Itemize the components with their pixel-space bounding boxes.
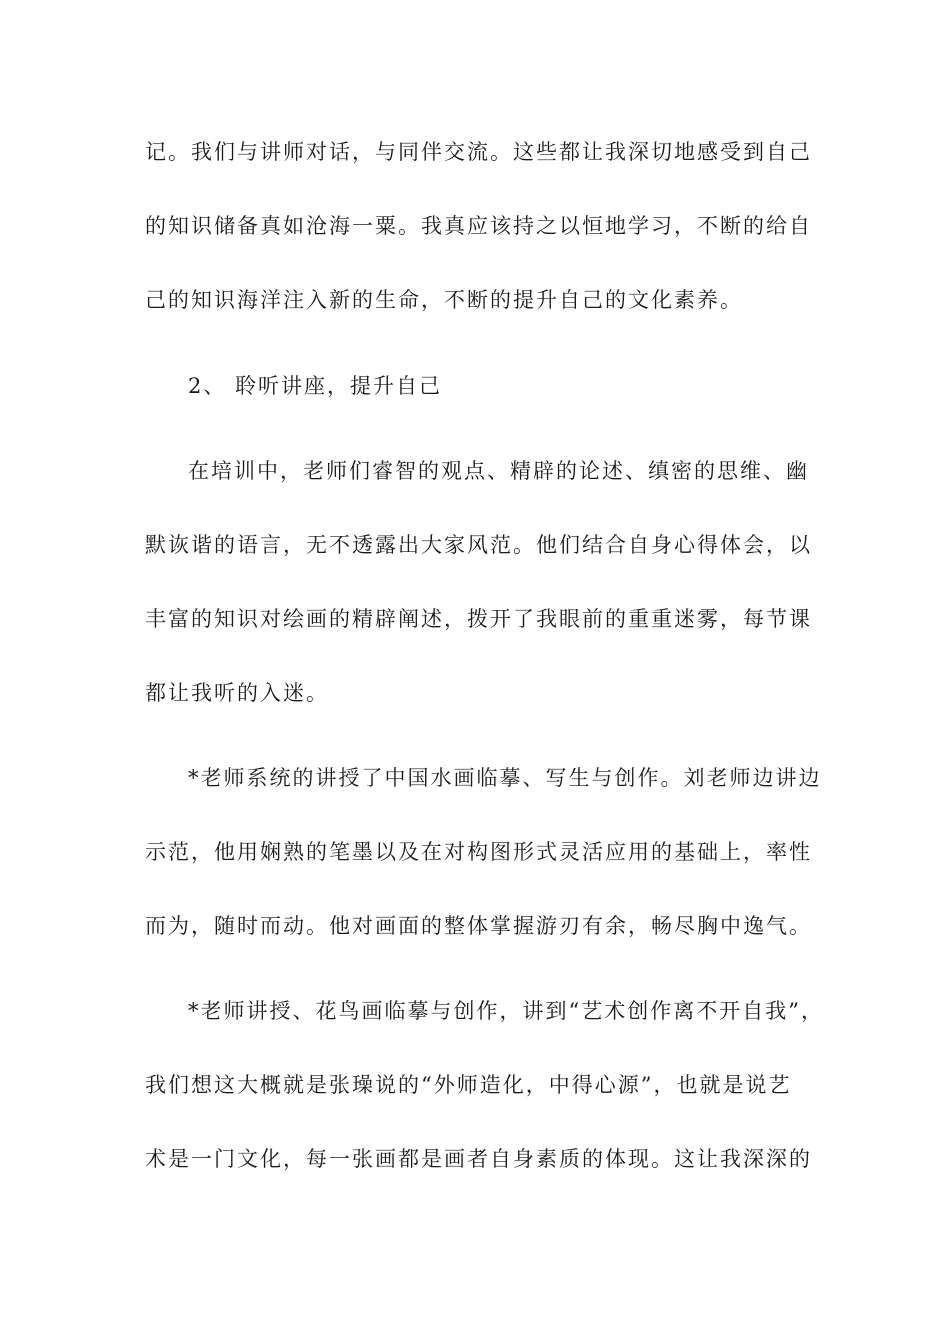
paragraph-line: 术是一门文化，每一张画都是画者自身素质的体现。这让我深深的 (145, 1147, 812, 1171)
section-heading: 2、 聆听讲座，提升自己 (188, 374, 443, 398)
paragraph-line: 的知识储备真如沧海一粟。我真应该持之以恒地学习，不断的给自 (145, 214, 812, 238)
paragraph-line: 记。我们与讲师对话，与同伴交流。这些都让我深切地感受到自己 (145, 140, 812, 164)
paragraph-line: 己的知识海洋注入新的生命，不断的提升自己的文化素养。 (145, 288, 743, 312)
paragraph-line: 我们想这大概就是张璪说的“外师造化，中得心源”，也就是说艺 (145, 1073, 792, 1097)
paragraph-line: 示范，他用娴熟的笔墨以及在对构图形式灵活应用的基础上，率性 (145, 840, 812, 864)
paragraph-line: *老师系统的讲授了中国水画临摹、写生与创作。刘老师边讲边 (188, 766, 822, 790)
paragraph-line: 而为，随时而动。他对画面的整体掌握游刃有余，畅尽胸中逸气。 (145, 914, 812, 938)
paragraph-line: 丰富的知识对绘画的精辟阐述，拨开了我眼前的重重迷雾，每节课 (145, 607, 812, 631)
paragraph-line: *老师讲授、花鸟画临摹与创作，讲到“艺术创作离不开自我”， (188, 999, 824, 1023)
paragraph-line: 在培训中，老师们睿智的观点、精辟的论述、缜密的思维、幽 (188, 459, 809, 483)
paragraph-line: 默诙谐的语言，无不透露出大家风范。他们结合自身心得体会，以 (145, 533, 812, 557)
paragraph-line: 都让我听的入迷。 (145, 681, 329, 705)
